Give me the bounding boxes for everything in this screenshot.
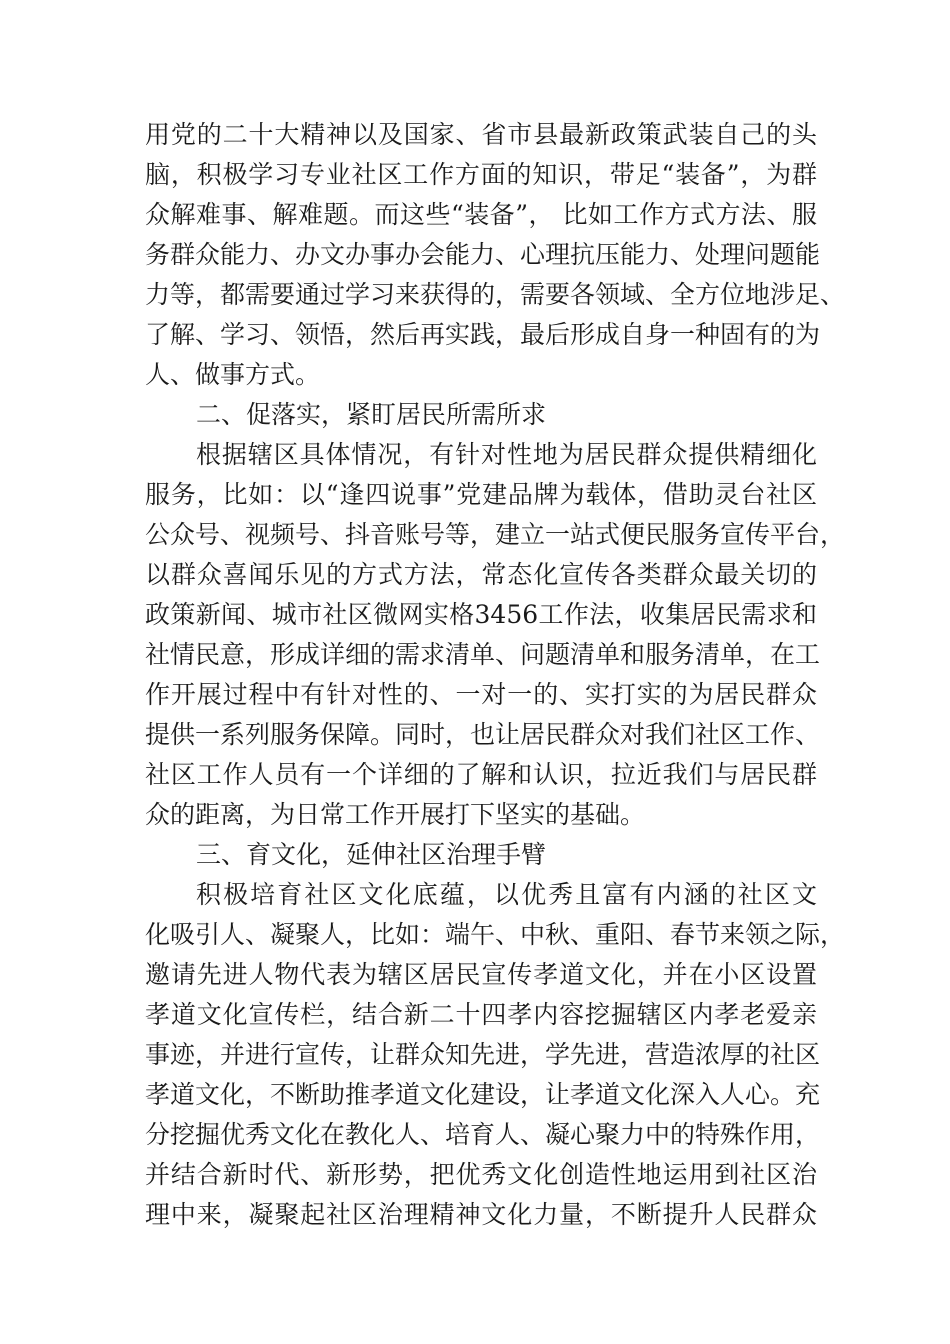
text-line: 脑，积极学习专业社区工作方面的知识，带足“装备”，为群: [145, 160, 817, 189]
text-line: 服务，比如：以“逢四说事”党建品牌为载体，借助灵台社区: [145, 480, 817, 509]
section-heading: 三、育文化，延伸社区治理手臂: [196, 840, 547, 869]
text-line: 政策新闻、城市社区微网实格3456工作法，收集居民需求和: [145, 600, 817, 629]
text-line: 根据辖区具体情况，有针对性地为居民群众提供精细化: [196, 440, 817, 469]
text-line: 众的距离，为日常工作开展打下坚实的基础。: [145, 800, 646, 829]
text-line: 孝道文化宣传栏，结合新二十四孝内容挖掘辖区内孝老爱亲: [145, 1000, 817, 1029]
text-line: 了解、学习、领悟，然后再实践，最后形成自身一种固有的为: [145, 320, 821, 349]
text-line: 分挖掘优秀文化在教化人、培育人、凝心聚力中的特殊作用，: [145, 1120, 821, 1149]
text-line: 事迹，并进行宣传，让群众知先进，学先进，营造浓厚的社区: [145, 1040, 821, 1069]
text-line: 社情民意，形成详细的需求清单、问题清单和服务清单，在工: [145, 640, 821, 669]
text-line: 孝道文化，不断助推孝道文化建设，让孝道文化深入人心。充: [145, 1080, 821, 1109]
text-line: 并结合新时代、新形势，把优秀文化创造性地运用到社区治: [145, 1160, 817, 1189]
text-line: 力等，都需要通过学习来获得的，需要各领域、全方位地涉足、: [145, 280, 846, 309]
text-line: 提供一系列服务保障。同时，也让居民群众对我们社区工作、: [145, 720, 821, 749]
text-line: 积极培育社区文化底蕴，以优秀且富有内涵的社区文: [196, 880, 817, 909]
text-line: 务群众能力、办文办事办会能力、心理抗压能力、处理问题能: [145, 240, 821, 269]
section-heading: 二、促落实，紧盯居民所需所求: [196, 400, 547, 429]
text-line: 化吸引人、凝聚人，比如：端午、中秋、重阳、春节来领之际，: [145, 920, 846, 949]
text-line: 邀请先进人物代表为辖区居民宣传孝道文化，并在小区设置: [145, 960, 817, 989]
text-line: 以群众喜闻乐见的方式方法，常态化宣传各类群众最关切的: [145, 560, 817, 589]
text-line: 人、做事方式。: [145, 360, 321, 389]
text-line: 众解难事、解难题。而这些“装备”， 比如工作方式方法、服: [145, 200, 817, 229]
text-line: 社区工作人员有一个详细的了解和认识，拉近我们与居民群: [145, 760, 817, 789]
text-line: 用党的二十大精神以及国家、省市县最新政策武装自己的头: [145, 120, 817, 149]
text-line: 作开展过程中有针对性的、一对一的、实打实的为居民群众: [145, 680, 817, 709]
text-line: 理中来，凝聚起社区治理精神文化力量，不断提升人民群众: [145, 1200, 817, 1229]
text-line: 公众号、视频号、抖音账号等，建立一站式便民服务宣传平台，: [145, 520, 846, 549]
